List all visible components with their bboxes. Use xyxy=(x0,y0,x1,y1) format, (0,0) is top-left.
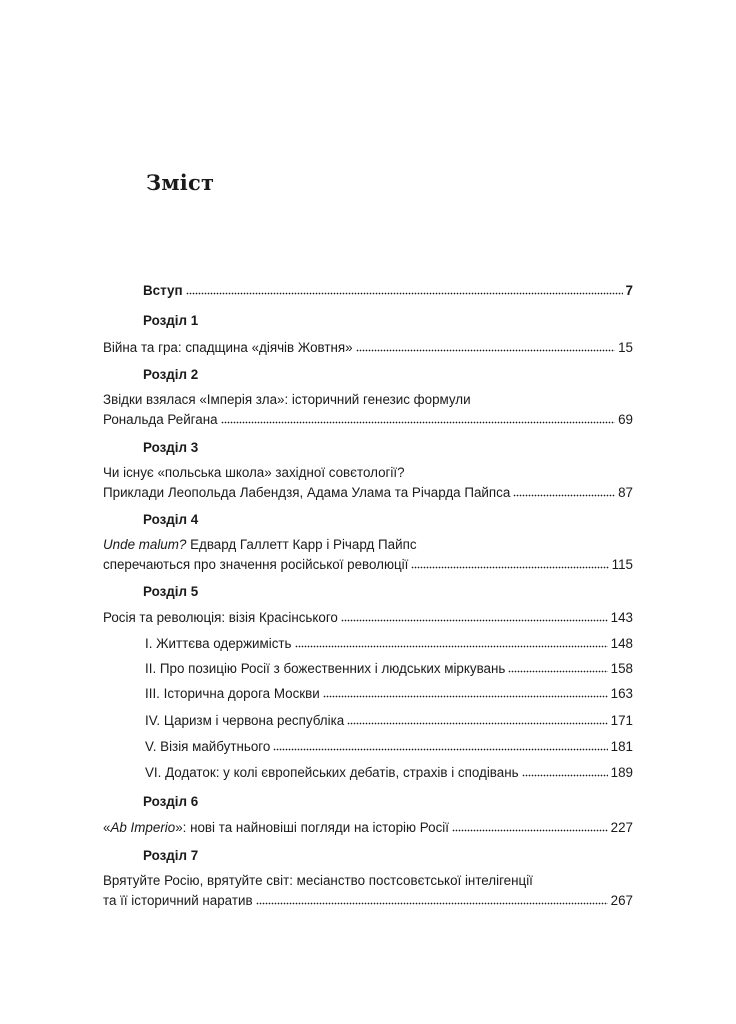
toc-entry-intro xyxy=(143,282,633,301)
toc-entry-chapter-6 xyxy=(103,819,633,838)
toc-entry-label: Війна та гра: спадщина «діячів Жовтня» xyxy=(103,340,353,356)
page-number: 15 xyxy=(618,340,633,356)
toc-entry-label: Едвард Галлетт Карр і Річард Пайпс xyxy=(186,537,417,552)
toc-entry-label-continued: Приклади Леопольда Лабендзя, Адама Улама та Річарда Пайпса xyxy=(103,485,511,501)
toc-subsection xyxy=(145,738,633,757)
toc-entry-label: Врятуйте Росію, врятуйте світ: месіанство постсовєтської інтелігенції xyxy=(103,873,533,888)
dot-leader xyxy=(513,485,615,498)
toc-entry-chapter-3 xyxy=(103,465,633,503)
dot-leader xyxy=(508,661,607,674)
page-number: 189 xyxy=(610,765,633,781)
dot-leader xyxy=(221,412,616,425)
toc-entry-label: Росія та революція: візія Красінського xyxy=(103,610,338,626)
toc-entry-label: Звідки взялася «Імперія зла»: історичний генезис формули xyxy=(103,392,471,407)
toc-entry-label-italic: Ab Imperio xyxy=(110,820,176,836)
page-title: Зміст xyxy=(146,170,215,195)
toc-entry-chapter-2 xyxy=(103,392,633,430)
dot-leader xyxy=(356,340,616,353)
dot-leader xyxy=(347,713,607,726)
page-number: 7 xyxy=(625,283,633,299)
page-number: 158 xyxy=(610,661,633,677)
page-number: 181 xyxy=(610,739,633,755)
toc-subsection xyxy=(145,712,633,731)
page-number: 163 xyxy=(610,686,633,702)
page-number: 143 xyxy=(610,610,633,626)
dot-leader xyxy=(256,893,608,906)
page-number: 115 xyxy=(611,557,633,573)
chapter-heading: Розділ 4 xyxy=(143,512,199,527)
quote-mark: « xyxy=(103,820,111,836)
toc-entry-chapter-7 xyxy=(103,873,633,911)
page-number: 267 xyxy=(610,893,633,909)
toc-entry-chapter-1 xyxy=(103,339,633,358)
toc-subsection xyxy=(145,764,633,783)
toc-entry-chapter-4 xyxy=(103,537,633,575)
page-number: 227 xyxy=(610,820,633,836)
toc-entry-label-italic: Unde malum? xyxy=(103,537,187,552)
dot-leader xyxy=(411,557,608,570)
page-number: 171 xyxy=(610,713,633,729)
dot-leader xyxy=(452,820,608,833)
dot-leader xyxy=(273,739,607,752)
chapter-heading: Розділ 5 xyxy=(143,584,199,599)
toc-entry-label: Чи існує «польська школа» західної совєтології? xyxy=(103,465,405,480)
toc-subsection-label: I. Життєва одержимість xyxy=(145,636,292,652)
chapter-heading: Розділ 6 xyxy=(143,794,199,809)
toc-subsection-label: II. Про позицію Росії з божественних і людських міркувань xyxy=(145,661,506,677)
dot-leader xyxy=(186,283,623,296)
page-number: 148 xyxy=(610,636,633,652)
chapter-heading: Розділ 7 xyxy=(143,848,199,863)
toc-entry-label: »: нові та найновіші погляди на історію Росії xyxy=(175,820,449,836)
toc-subsection xyxy=(145,635,633,654)
page-number: 87 xyxy=(618,485,633,501)
dot-leader xyxy=(341,610,608,623)
toc-subsection-label: V. Візія майбутнього xyxy=(145,739,271,755)
toc-entry-label-continued: Рональда Рейгана xyxy=(103,412,218,428)
toc-entry-chapter-5 xyxy=(103,609,633,628)
toc-subsection xyxy=(145,685,633,704)
dot-leader xyxy=(295,636,608,649)
dot-leader xyxy=(522,765,608,778)
dot-leader xyxy=(323,686,608,699)
toc-subsection-label: III. Історична дорога Москви xyxy=(145,686,320,702)
chapter-heading: Розділ 2 xyxy=(143,367,199,382)
chapter-heading: Розділ 3 xyxy=(143,440,199,455)
toc-entry-label-continued: та її історичний наратив xyxy=(103,893,253,909)
toc-subsection-label: IV. Царизм і червона республіка xyxy=(145,713,345,729)
toc-subsection xyxy=(145,660,633,679)
chapter-heading: Розділ 1 xyxy=(143,313,199,328)
toc-subsection-label: VI. Додаток: у колі європейських дебатів, страхів і сподівань xyxy=(145,765,519,781)
page-number: 69 xyxy=(618,412,633,428)
toc-entry-label-continued: сперечаються про значення російської революції xyxy=(103,557,409,573)
toc-entry-label: Вступ xyxy=(143,283,183,299)
